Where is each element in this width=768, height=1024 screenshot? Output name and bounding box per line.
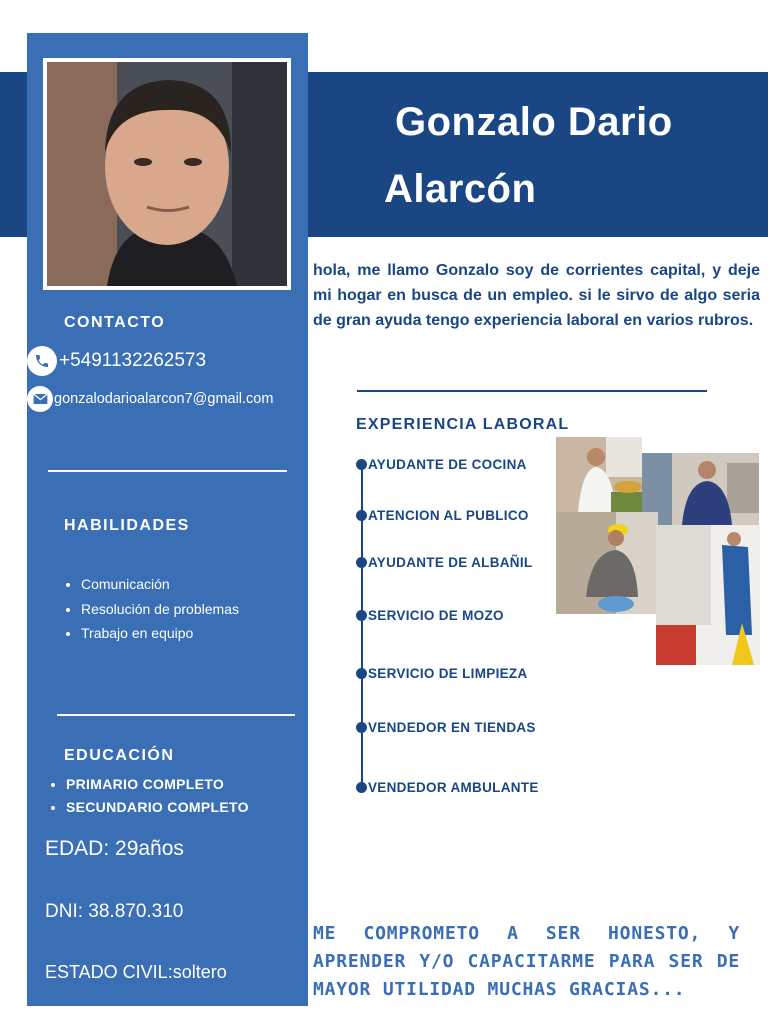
contact-email-row <box>27 386 273 412</box>
experience-divider <box>357 390 707 392</box>
header-band-left <box>0 72 27 237</box>
timeline-dot <box>356 557 367 568</box>
education-item: • PRIMARIO COMPLETO <box>66 773 249 796</box>
shop-photo <box>642 453 759 525</box>
contact-phone[interactable]: +5491132262573 <box>59 350 207 371</box>
experience-item: VENDEDOR AMBULANTE <box>356 780 539 795</box>
cleaning-photo <box>656 525 760 665</box>
timeline-dot <box>356 459 367 470</box>
experience-item: ATENCION AL PUBLICO <box>356 508 529 523</box>
sidebar-divider-1 <box>48 470 287 472</box>
civil-status-text: ESTADO CIVIL:soltero <box>45 962 227 982</box>
education-list <box>48 773 249 819</box>
experience-item: VENDEDOR EN TIENDAS <box>356 720 536 735</box>
name-first-line: Gonzalo Dario <box>395 100 673 144</box>
skill-item: • Resolución de problemas <box>81 597 239 622</box>
timeline-dot <box>356 722 367 733</box>
contact-title: CONTACTO <box>64 314 166 331</box>
experience-item: AYUDANTE DE COCINA <box>356 457 527 472</box>
timeline-dot <box>356 668 367 679</box>
contact-email[interactable]: gonzalodarioalarcon7@gmail.com <box>54 391 274 407</box>
education-title: EDUCACIÓN <box>64 747 175 764</box>
age-text: EDAD: 29años <box>45 837 184 860</box>
sidebar-divider-2 <box>57 714 295 716</box>
skills-list <box>63 572 239 646</box>
phone-icon <box>27 346 57 376</box>
cook-photo <box>556 437 642 512</box>
header-band <box>308 72 768 237</box>
experience-item: SERVICIO DE LIMPIEZA <box>356 666 528 681</box>
contact-phone-row <box>27 346 206 376</box>
timeline-dot <box>356 782 367 793</box>
experience-item: SERVICIO DE MOZO <box>356 608 504 623</box>
dni-text: DNI: 38.870.310 <box>45 901 184 922</box>
skills-title: HABILIDADES <box>64 517 190 534</box>
skill-item: • Comunicación <box>81 572 239 597</box>
commitment-text: ME COMPROMETO A SER HONESTO, Y APRENDER Y/O CAPACITARME PARA SER DE MAYOR UTILIDAD MUCHAS GRACIAS... <box>313 923 740 1000</box>
experience-title: EXPERIENCIA LABORAL <box>356 416 570 433</box>
mail-icon <box>27 386 53 412</box>
experience-item: AYUDANTE DE ALBAÑIL <box>356 555 532 570</box>
skill-item: • Trabajo en equipo <box>81 621 239 646</box>
timeline-dot <box>356 510 367 521</box>
profile-photo <box>43 58 291 290</box>
timeline-dot <box>356 610 367 621</box>
mason-photo <box>556 512 658 614</box>
intro-text: hola, me llamo Gonzalo soy de corrientes capital, y deje mi hogar en busca de un empleo. si le sirvo de algo seria de gran ayuda tengo experiencia laboral en varios rubros. <box>313 262 760 329</box>
education-item: • SECUNDARIO COMPLETO <box>66 796 249 819</box>
name-second-line: Alarcón <box>384 167 537 211</box>
